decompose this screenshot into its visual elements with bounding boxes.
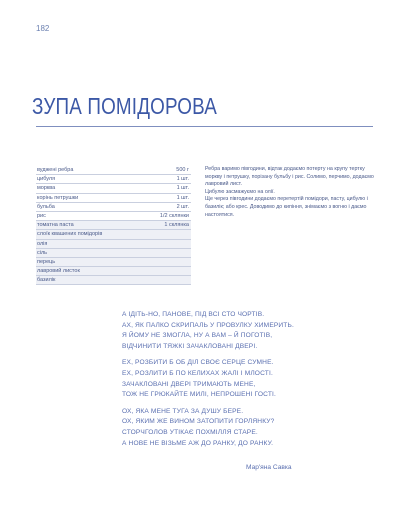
- poem-stanza: [122, 407, 322, 449]
- ingredient-name: томатна паста: [37, 222, 74, 229]
- recipe-method: [205, 166, 380, 219]
- ingredient-row: [36, 184, 191, 193]
- ingredient-row: [36, 212, 191, 221]
- ingredient-amount: 1 шт.: [176, 176, 189, 183]
- ingredient-amount: 1 шт.: [176, 194, 189, 201]
- poem-line: ЕХ, РОЗЛИТИ Б ПО КЕЛИХАХ ЖАЛІ І МЛОСТІ.: [122, 369, 273, 377]
- method-paragraph: Ще через півгодини додаємо перетертій помідори, пасту, цибулю і базилік; або крес. Доводимо до кипіння, знімаємо з вогню і даємо настоятися.: [205, 196, 368, 218]
- poem-stanza: [122, 310, 322, 352]
- ingredient-name: рис: [37, 212, 46, 219]
- ingredient-row: [36, 249, 191, 258]
- ingredient-row: [36, 258, 191, 267]
- ingredient-name: олія: [37, 240, 48, 247]
- ingredient-row: [36, 276, 191, 285]
- poem-author: Мар'яна Савка: [246, 464, 292, 471]
- title-divider: [36, 126, 373, 127]
- ingredient-amount: 2 шт.: [176, 203, 189, 210]
- poem-line: ЕХ, РОЗБИТИ Б ОБ ДІЛ СВОЄ СЕРЦЕ СУМНЕ.: [122, 359, 274, 367]
- page-number: 182: [36, 24, 50, 33]
- ingredient-name: вуджені ребра: [37, 167, 74, 173]
- method-paragraph: Ребра варимо півгодини, відтак додаємо потерту на крупу тертку моркву і петрушку, порізану бульбу і рис. Солимо, перчимо, додаємо лавровий лист.: [205, 166, 374, 188]
- poem-line: ВІДЧИНИТИ ТЯЖКІ ЗАЧАКЛОВАНІ ДВЕРІ.: [122, 342, 258, 350]
- poem-stanza: [122, 358, 322, 400]
- poem-line: ОХ, ЯКА МЕНЕ ТУГА ЗА ДУШУ БЕРЕ.: [122, 407, 244, 415]
- poem-line: АХ, ЯК ПАЛКО СКРИПАЛЬ У ПРОВУЛКУ ХИМЕРИТЬ.: [122, 321, 294, 329]
- ingredient-name: сіль: [37, 249, 48, 256]
- ingredient-row: [36, 221, 191, 230]
- poem-line: ТОЖ НЕ ГРЮКАЙТЕ МИЛІ, НЕПРОШЕНІ ГОСТІ.: [122, 391, 276, 399]
- ingredient-row: [36, 166, 191, 175]
- method-paragraph: Цибулю засмажуємо на олії.: [205, 188, 275, 195]
- ingredient-row: [36, 267, 191, 276]
- poem-line: СТОРЧГОЛОВ УТІКАЄ ПОХМІЛЛЯ СТАРЕ.: [122, 428, 258, 436]
- ingredient-name: цибуля: [37, 176, 56, 183]
- ingredient-name: лавровий листок: [37, 268, 80, 275]
- ingredient-row: [36, 194, 191, 203]
- page-title: ЗУПА ПОМІДОРОВА: [32, 93, 217, 119]
- poem-line: ОХ, ЯКИМ ЖЕ ВИНОМ ЗАТОПИТИ ГОРЛЯНКУ?: [122, 418, 275, 426]
- ingredient-name: бульба: [37, 203, 55, 210]
- poem-line: ЗАЧАКЛОВАНІ ДВЕРІ ТРИМАЮТЬ МЕНЕ,: [122, 380, 256, 388]
- ingredient-row: [36, 240, 191, 249]
- ingredient-name: перець: [37, 258, 56, 265]
- poem: [122, 310, 322, 455]
- ingredient-amount: 1/2 склянки: [159, 212, 189, 219]
- poem-line: Я ЙОМУ НЕ ЗМОГЛА, НУ А ВАМ – Й ПОГОТІВ,: [122, 332, 273, 340]
- ingredient-amount: 500 г: [176, 167, 189, 173]
- ingredient-row: [36, 230, 191, 239]
- ingredient-name: слоїк квашених помідорів: [37, 231, 103, 238]
- ingredients-table: [36, 166, 191, 285]
- ingredient-amount: 1 склянка: [164, 222, 189, 229]
- ingredient-name: корінь петрушки: [37, 194, 79, 201]
- ingredient-name: морква: [37, 185, 56, 192]
- ingredient-row: [36, 175, 191, 184]
- ingredient-amount: 1 шт.: [176, 185, 189, 192]
- ingredient-name: базилік: [37, 277, 56, 284]
- poem-line: А НОВЕ НЕ ВІЗЬМЕ АЖ ДО РАНКУ, ДО РАНКУ.: [122, 439, 274, 447]
- ingredient-row: [36, 203, 191, 212]
- poem-line: А ІДІТЬ-НО, ПАНОВЕ, ПІД ВСІ СТО ЧОРТІВ.: [122, 311, 265, 318]
